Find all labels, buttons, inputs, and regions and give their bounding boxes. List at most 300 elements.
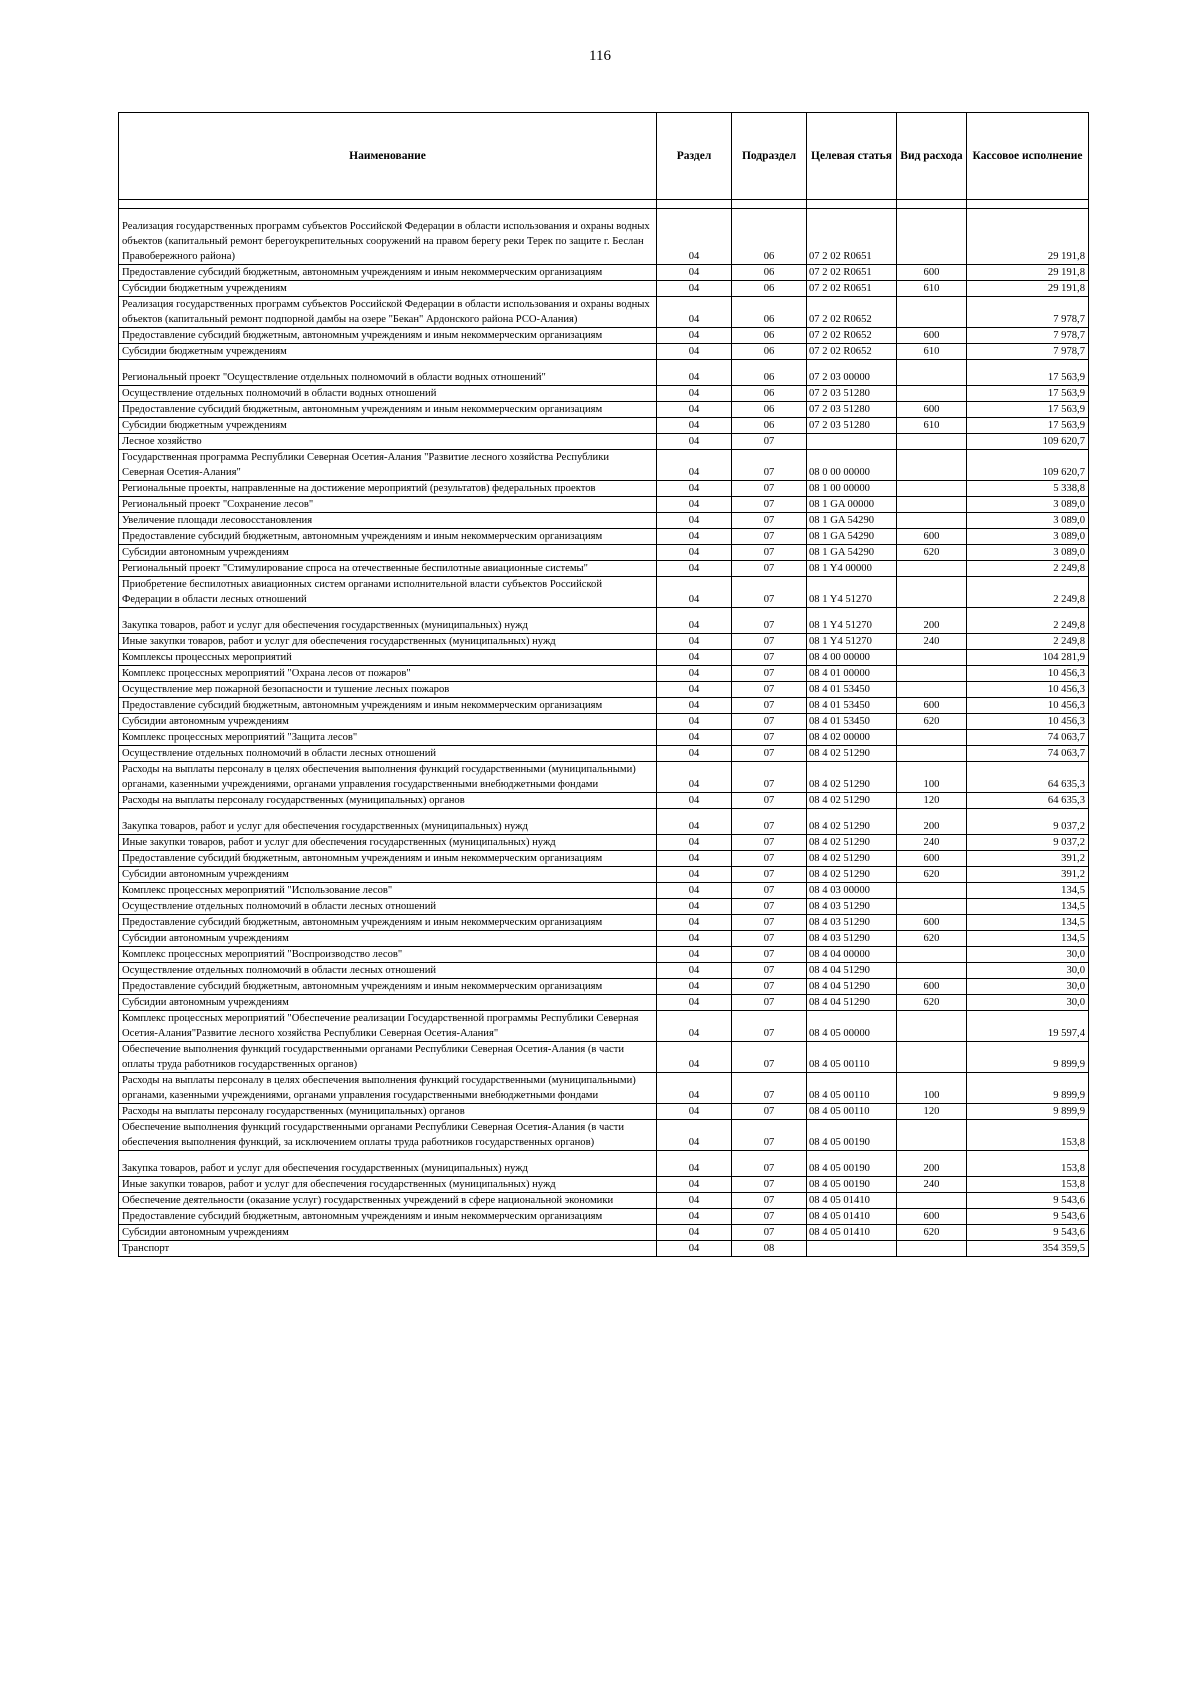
row-kind [897,1120,967,1151]
row-name: Предоставление субсидий бюджетным, автономным учреждениям и иным некоммерческим организациям [119,529,657,545]
row-article: 08 4 05 01410 [807,1209,897,1225]
table-row [119,809,1089,835]
row-amount: 3 089,0 [967,545,1089,561]
row-kind: 600 [897,915,967,931]
row-subsection: 07 [732,529,807,545]
table-row [119,915,1089,931]
row-subsection: 07 [732,1120,807,1151]
row-article: 07 2 02 R0651 [807,265,897,281]
row-subsection: 07 [732,1042,807,1073]
table-row [119,497,1089,513]
row-name: Осуществление мер пожарной безопасности и тушение лесных пожаров [119,682,657,698]
header-kind: Вид расхода [897,113,967,200]
row-section: 04 [657,1073,732,1104]
table-row [119,561,1089,577]
row-name: Обеспечение выполнения функций государственными органами Республики Северная Осетия-Алания (в части обеспечения выполнения функций, за исключением оплаты труда работников государственных органов) [119,1120,657,1151]
row-amount: 9 543,6 [967,1209,1089,1225]
row-kind: 610 [897,344,967,360]
row-article: 08 4 03 00000 [807,883,897,899]
row-article: 08 4 05 00000 [807,1011,897,1042]
row-amount: 7 978,7 [967,328,1089,344]
row-subsection: 07 [732,698,807,714]
row-amount: 9 037,2 [967,835,1089,851]
row-subsection: 07 [732,434,807,450]
table-row [119,344,1089,360]
row-subsection: 07 [732,545,807,561]
row-section: 04 [657,698,732,714]
row-article: 08 4 02 51290 [807,835,897,851]
row-article: 08 4 02 51290 [807,762,897,793]
row-name: Субсидии автономным учреждениям [119,867,657,883]
table-row [119,1151,1089,1177]
table-row [119,1225,1089,1241]
row-kind [897,1193,967,1209]
row-amount: 10 456,3 [967,682,1089,698]
row-kind: 620 [897,1225,967,1241]
row-kind [897,561,967,577]
row-amount: 134,5 [967,883,1089,899]
row-name: Осуществление отдельных полномочий в области лесных отношений [119,746,657,762]
row-amount: 3 089,0 [967,513,1089,529]
table-row [119,545,1089,561]
row-section: 04 [657,947,732,963]
row-amount: 7 978,7 [967,344,1089,360]
row-subsection: 07 [732,1073,807,1104]
row-name: Комплексы процессных мероприятий [119,650,657,666]
row-article: 07 2 03 51280 [807,418,897,434]
row-name: Реализация государственных программ субъектов Российской Федерации в области использования и охраны водных объектов (капитальный ремонт берегоукрепительных сооружений на правом берегу реки Терек по защите г. Беслан Правобережного района) [119,209,657,265]
row-section: 04 [657,915,732,931]
row-amount: 10 456,3 [967,666,1089,682]
row-section: 04 [657,561,732,577]
table-row [119,1241,1089,1257]
row-subsection: 07 [732,634,807,650]
row-amount: 9 037,2 [967,809,1089,835]
row-subsection: 07 [732,481,807,497]
row-subsection: 07 [732,450,807,481]
row-name: Субсидии бюджетным учреждениям [119,418,657,434]
table-row [119,979,1089,995]
row-section: 04 [657,281,732,297]
row-amount: 7 978,7 [967,297,1089,328]
row-section: 04 [657,682,732,698]
row-subsection: 07 [732,835,807,851]
table-row [119,1042,1089,1073]
row-section: 04 [657,963,732,979]
row-name: Комплекс процессных мероприятий "Охрана лесов от пожаров" [119,666,657,682]
table-header [119,113,1089,200]
row-article: 08 1 GA 54290 [807,513,897,529]
row-section: 04 [657,809,732,835]
row-subsection: 07 [732,979,807,995]
row-section: 04 [657,209,732,265]
page-number: 116 [589,48,611,64]
row-name: Иные закупки товаров, работ и услуг для обеспечения государственных (муниципальных) нужд [119,1177,657,1193]
row-subsection: 07 [732,1151,807,1177]
row-amount: 153,8 [967,1120,1089,1151]
row-name: Транспорт [119,1241,657,1257]
row-section: 04 [657,1225,732,1241]
row-section: 04 [657,1042,732,1073]
row-name: Расходы на выплаты персоналу государственных (муниципальных) органов [119,1104,657,1120]
row-subsection: 07 [732,963,807,979]
row-amount: 10 456,3 [967,698,1089,714]
budget-table-container [118,112,1088,1257]
table-row [119,762,1089,793]
row-kind: 600 [897,265,967,281]
row-subsection: 06 [732,386,807,402]
row-kind: 610 [897,418,967,434]
row-article: 07 2 03 51280 [807,386,897,402]
row-article: 08 1 GA 54290 [807,529,897,545]
row-amount: 3 089,0 [967,497,1089,513]
row-subsection: 07 [732,608,807,634]
row-kind: 600 [897,1209,967,1225]
row-article: 07 2 02 R0651 [807,209,897,265]
row-amount: 29 191,8 [967,281,1089,297]
row-kind [897,1241,967,1257]
row-kind [897,386,967,402]
table-row [119,1209,1089,1225]
table-row [119,513,1089,529]
row-amount: 74 063,7 [967,730,1089,746]
row-kind [897,650,967,666]
table-body [119,200,1089,1257]
row-name: Государственная программа Республики Северная Осетия-Алания "Развитие лесного хозяйства Республики Северная Осетия-Алания" [119,450,657,481]
table-row [119,634,1089,650]
row-name: Закупка товаров, работ и услуг для обеспечения государственных (муниципальных) нужд [119,809,657,835]
row-kind: 620 [897,995,967,1011]
row-subsection: 07 [732,746,807,762]
row-subsection: 07 [732,809,807,835]
table-row [119,793,1089,809]
row-kind: 240 [897,1177,967,1193]
row-amount: 17 563,9 [967,360,1089,386]
row-article: 08 4 05 00190 [807,1120,897,1151]
row-section: 04 [657,650,732,666]
row-article: 08 4 05 00190 [807,1151,897,1177]
row-kind: 600 [897,979,967,995]
row-section: 04 [657,418,732,434]
table-row [119,1104,1089,1120]
row-article: 08 4 05 00110 [807,1042,897,1073]
row-name: Региональный проект "Сохранение лесов" [119,497,657,513]
row-article: 08 4 01 53450 [807,682,897,698]
row-article: 08 4 00 00000 [807,650,897,666]
row-kind: 600 [897,328,967,344]
row-article: 08 0 00 00000 [807,450,897,481]
row-name: Субсидии бюджетным учреждениям [119,281,657,297]
row-amount: 29 191,8 [967,209,1089,265]
row-kind: 620 [897,867,967,883]
row-name: Предоставление субсидий бюджетным, автономным учреждениям и иным некоммерческим организациям [119,915,657,931]
row-name: Субсидии автономным учреждениям [119,714,657,730]
row-section: 04 [657,762,732,793]
row-article: 08 4 01 00000 [807,666,897,682]
row-subsection: 07 [732,497,807,513]
table-row [119,698,1089,714]
row-name: Предоставление субсидий бюджетным, автономным учреждениям и иным некоммерческим организациям [119,698,657,714]
row-subsection: 07 [732,995,807,1011]
row-article: 08 1 GA 00000 [807,497,897,513]
row-section: 04 [657,714,732,730]
row-subsection: 07 [732,1011,807,1042]
table-row [119,481,1089,497]
budget-table [118,112,1089,1257]
row-amount: 9 543,6 [967,1193,1089,1209]
row-article: 08 4 02 51290 [807,793,897,809]
row-kind [897,209,967,265]
table-row [119,434,1089,450]
row-section: 04 [657,1011,732,1042]
table-row [119,1011,1089,1042]
row-section: 04 [657,481,732,497]
table-row [119,931,1089,947]
row-kind [897,577,967,608]
row-amount: 134,5 [967,915,1089,931]
header-spacer-row [119,200,1089,209]
row-name: Предоставление субсидий бюджетным, автономным учреждениям и иным некоммерческим организациям [119,265,657,281]
row-section: 04 [657,666,732,682]
row-section: 04 [657,297,732,328]
table-row [119,682,1089,698]
row-section: 04 [657,931,732,947]
row-name: Реализация государственных программ субъектов Российской Федерации в области использования и охраны водных объектов (капитальный ремонт подпорной дамбы на озере "Бекан" Ардонского района РСО-Алания) [119,297,657,328]
row-section: 04 [657,402,732,418]
table-row [119,947,1089,963]
row-name: Комплекс процессных мероприятий "Воспроизводство лесов" [119,947,657,963]
row-name: Закупка товаров, работ и услуг для обеспечения государственных (муниципальных) нужд [119,608,657,634]
row-article: 08 4 04 51290 [807,963,897,979]
row-name: Субсидии автономным учреждениям [119,931,657,947]
row-name: Иные закупки товаров, работ и услуг для обеспечения государственных (муниципальных) нужд [119,835,657,851]
row-section: 04 [657,328,732,344]
row-amount: 64 635,3 [967,793,1089,809]
row-subsection: 06 [732,360,807,386]
row-article: 08 4 04 51290 [807,995,897,1011]
table-row [119,450,1089,481]
row-amount: 17 563,9 [967,402,1089,418]
row-subsection: 07 [732,915,807,931]
row-name: Региональный проект "Осуществление отдельных полномочий в области водных отношений" [119,360,657,386]
row-amount: 9 899,9 [967,1042,1089,1073]
row-section: 04 [657,1241,732,1257]
row-section: 04 [657,1104,732,1120]
row-amount: 9 543,6 [967,1225,1089,1241]
row-section: 04 [657,867,732,883]
row-subsection: 07 [732,666,807,682]
table-row [119,650,1089,666]
table-row [119,386,1089,402]
row-subsection: 07 [732,1104,807,1120]
row-article: 08 4 03 51290 [807,915,897,931]
row-amount: 3 089,0 [967,529,1089,545]
row-subsection: 07 [732,561,807,577]
row-article: 08 4 01 53450 [807,698,897,714]
row-section: 04 [657,634,732,650]
row-kind [897,746,967,762]
row-amount: 19 597,4 [967,1011,1089,1042]
row-section: 04 [657,851,732,867]
row-subsection: 07 [732,513,807,529]
row-subsection: 07 [732,947,807,963]
row-amount: 9 899,9 [967,1073,1089,1104]
row-section: 04 [657,1193,732,1209]
row-subsection: 07 [732,682,807,698]
row-name: Закупка товаров, работ и услуг для обеспечения государственных (муниципальных) нужд [119,1151,657,1177]
row-subsection: 06 [732,344,807,360]
row-amount: 30,0 [967,963,1089,979]
row-article: 08 4 05 00110 [807,1073,897,1104]
table-row [119,328,1089,344]
row-amount: 64 635,3 [967,762,1089,793]
row-name: Предоставление субсидий бюджетным, автономным учреждениям и иным некоммерческим организациям [119,402,657,418]
row-subsection: 06 [732,418,807,434]
row-article: 08 4 01 53450 [807,714,897,730]
row-section: 04 [657,608,732,634]
table-row [119,899,1089,915]
table-row [119,867,1089,883]
row-section: 04 [657,360,732,386]
row-amount: 391,2 [967,851,1089,867]
row-name: Иные закупки товаров, работ и услуг для обеспечения государственных (муниципальных) нужд [119,634,657,650]
row-kind [897,481,967,497]
row-section: 04 [657,577,732,608]
row-name: Субсидии автономным учреждениям [119,995,657,1011]
row-kind: 600 [897,402,967,418]
row-subsection: 07 [732,851,807,867]
row-article: 08 4 02 51290 [807,746,897,762]
row-subsection: 07 [732,793,807,809]
row-amount: 104 281,9 [967,650,1089,666]
row-subsection: 08 [732,1241,807,1257]
row-article: 08 4 05 01410 [807,1193,897,1209]
row-article: 08 4 02 51290 [807,867,897,883]
table-row [119,1193,1089,1209]
row-amount: 134,5 [967,899,1089,915]
row-kind [897,1011,967,1042]
row-kind [897,666,967,682]
row-subsection: 06 [732,328,807,344]
row-name: Осуществление отдельных полномочий в области лесных отношений [119,963,657,979]
table-row [119,297,1089,328]
row-article: 08 1 GA 54290 [807,545,897,561]
row-section: 04 [657,529,732,545]
table-row [119,963,1089,979]
row-amount: 17 563,9 [967,418,1089,434]
row-article: 07 2 02 R0652 [807,297,897,328]
row-kind: 100 [897,762,967,793]
row-name: Увеличение площади лесовосстановления [119,513,657,529]
row-article: 08 4 04 00000 [807,947,897,963]
row-article: 08 4 02 00000 [807,730,897,746]
row-kind [897,297,967,328]
row-article: 08 1 Y4 51270 [807,608,897,634]
row-kind [897,1042,967,1073]
row-article: 08 4 03 51290 [807,899,897,915]
table-row [119,666,1089,682]
row-amount: 153,8 [967,1151,1089,1177]
row-amount: 2 249,8 [967,608,1089,634]
row-name: Обеспечение деятельности (оказание услуг) государственных учреждений в сфере национальной экономики [119,1193,657,1209]
row-subsection: 07 [732,762,807,793]
row-kind: 600 [897,851,967,867]
row-section: 04 [657,883,732,899]
row-name: Предоставление субсидий бюджетным, автономным учреждениям и иным некоммерческим организациям [119,979,657,995]
row-section: 04 [657,793,732,809]
row-kind: 620 [897,545,967,561]
row-subsection: 07 [732,931,807,947]
row-section: 04 [657,265,732,281]
row-subsection: 07 [732,1177,807,1193]
row-amount: 29 191,8 [967,265,1089,281]
row-kind: 200 [897,1151,967,1177]
row-section: 04 [657,386,732,402]
row-section: 04 [657,1209,732,1225]
table-row [119,608,1089,634]
header-section: Раздел [657,113,732,200]
row-kind [897,434,967,450]
row-subsection: 07 [732,577,807,608]
row-name: Приобретение беспилотных авиационных систем органами исполнительной власти субъектов Российской Федерации в области лесных отношений [119,577,657,608]
table-row [119,1177,1089,1193]
row-article [807,1241,897,1257]
row-name: Расходы на выплаты персоналу государственных (муниципальных) органов [119,793,657,809]
row-name: Комплекс процессных мероприятий "Защита лесов" [119,730,657,746]
header-article: Целевая статья [807,113,897,200]
row-section: 04 [657,497,732,513]
row-article: 08 4 02 51290 [807,851,897,867]
row-article: 07 2 03 51280 [807,402,897,418]
table-row [119,265,1089,281]
row-kind [897,513,967,529]
row-amount: 2 249,8 [967,577,1089,608]
header-subsection: Подраздел [732,113,807,200]
row-kind: 100 [897,1073,967,1104]
row-name: Расходы на выплаты персоналу в целях обеспечения выполнения функций государственными (муниципальными) органами, казенными учреждениями, органами управления государственными внебюджетными фондами [119,1073,657,1104]
table-row [119,746,1089,762]
row-kind: 240 [897,835,967,851]
row-subsection: 06 [732,281,807,297]
row-kind [897,730,967,746]
row-amount: 10 456,3 [967,714,1089,730]
row-section: 04 [657,545,732,561]
row-kind: 200 [897,608,967,634]
row-name: Региональные проекты, направленные на достижение мероприятий (результатов) федеральных проектов [119,481,657,497]
row-article: 08 1 Y4 51270 [807,577,897,608]
row-section: 04 [657,450,732,481]
table-row [119,418,1089,434]
row-kind: 200 [897,809,967,835]
row-article: 08 4 04 51290 [807,979,897,995]
table-row [119,1073,1089,1104]
row-subsection: 06 [732,209,807,265]
row-article: 08 4 03 51290 [807,931,897,947]
row-amount: 134,5 [967,931,1089,947]
row-amount: 354 359,5 [967,1241,1089,1257]
row-name: Обеспечение выполнения функций государственными органами Республики Северная Осетия-Алания (в части оплаты труда работников государственных органов) [119,1042,657,1073]
row-subsection: 07 [732,1225,807,1241]
row-kind: 120 [897,793,967,809]
row-name: Комплекс процессных мероприятий "Использование лесов" [119,883,657,899]
row-kind [897,497,967,513]
row-subsection: 07 [732,1209,807,1225]
row-name: Расходы на выплаты персоналу в целях обеспечения выполнения функций государственными (муниципальными) органами, казенными учреждениями, органами управления государственными внебюджетными фондами [119,762,657,793]
row-article: 07 2 02 R0652 [807,344,897,360]
row-amount: 109 620,7 [967,450,1089,481]
table-row [119,851,1089,867]
row-kind [897,883,967,899]
